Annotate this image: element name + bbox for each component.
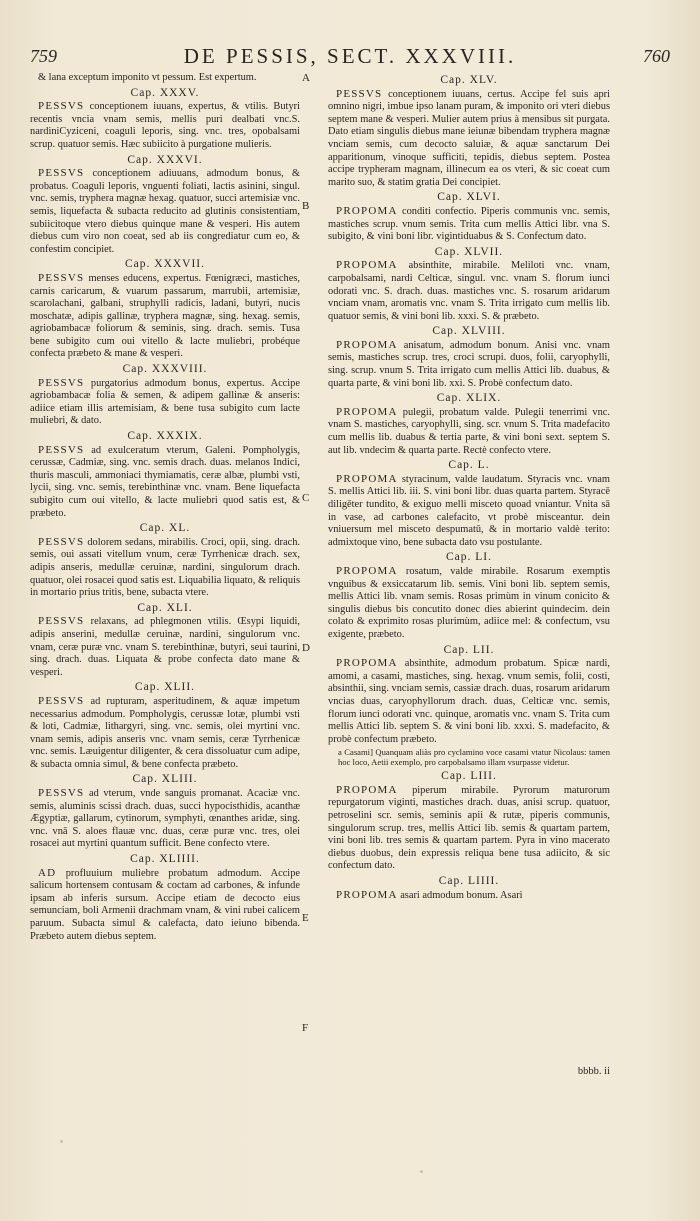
recipe-lead-word: PESSVS: [38, 100, 85, 113]
recipe-text: rosatum, valde mirabile. Rosarum exemptis vnguibus & exsiccatarum lib. semis. Vini boni lib. septem semis, mellis Attici lib. vnam semis. Rosas primùm in vinum conicito & singulis diebus bis concutito donec dies abierint quindecim. dein colato & exprimito rosas plurimùm, adiice mel: & confectum, vsu exigente, præbeto.: [328, 565, 610, 640]
chapter-heading: Cap. XLVIII.: [432, 325, 506, 338]
chapter-heading: Cap. XLVII.: [434, 245, 504, 258]
recipe-paragraph: [328, 565, 610, 642]
recipe-lead-word: PESSVS: [38, 694, 85, 707]
running-header: [30, 44, 670, 72]
recipe-lead-word: AD: [38, 866, 57, 879]
recipe-paragraph: [30, 167, 300, 256]
margin-letter: F: [302, 1022, 309, 1034]
chapter-heading: Cap. LIIII.: [438, 875, 500, 888]
recipe-text: profluuium muliebre probatum admodum. Accipe salicum hortensem contusam & coctam ad carbones, & infunde ipsam ab inferis sursum. Accipe etiam de decocto eius semunciam, boli Armenii drachmam vnam, & vini rubei calicem paruum. Subacta simul & calefacta, dato ieiuno bibenda. Præbeto autem diebus septem.: [30, 867, 300, 942]
recipe-lead-word: PROPOMA: [336, 783, 398, 796]
recipe-text: conceptionem adiuuans, admodum bonus, & probatus. Coaguli leporis, vnguenti foliati, lactis asinini, singul. vnc. semis, tryphera magnæ hexag. quatuor, succi artemisiæ vnc. semis, liquefacta & subacta reducito ad glutinis consistentiam, subiicitoque vtero diebus quinque mane & vesperi. His autem diebus cum viro non coeat, sed ab iis congrediatur cum eo, & confestim concipiet.: [30, 168, 300, 255]
margin-letter: D: [302, 642, 310, 654]
recipe-lead-word: PROPOMA: [336, 338, 398, 351]
chapter-heading: Cap. XL.: [139, 522, 191, 535]
recipe-paragraph: [328, 88, 610, 190]
recipe-paragraph: [30, 272, 300, 361]
signature-mark: bbbb. ii: [577, 1066, 610, 1077]
margin-letters: [300, 72, 320, 1072]
page-number-left: 759: [30, 46, 57, 66]
recipe-text: asari admodum bonum. Asari: [397, 889, 523, 901]
recipe-text: conceptionem iuuans, certus. Accipe fel suis apri omnino nigri, imbue ipso lanam puram, & imponito ori vteri diebus septem mane & vesperi. Mulier autem prius à mensibus sit purgata. Dato etiam singulis diebus mane ieiunæ bibendam tryphera magnæ vnciam semis, cum decocto saluiæ, & aquæ sanctarum Dei apparitionum, vinoque sufficiti, tepidis, diebus septem. Postea accipe trypheram magnam, illinecum ea os vteri, & sic coeat cum marito suo, & statim gratia Dei concipiet.: [328, 88, 610, 188]
recipe-paragraph: [30, 536, 300, 600]
recipe-paragraph: [30, 695, 300, 772]
running-title: DE PESSIS, SECT. XXXVIII.: [183, 44, 517, 68]
margin-letter: C: [302, 492, 310, 504]
margin-letter: B: [302, 200, 310, 212]
page-number-right: 760: [643, 46, 670, 66]
recipe-paragraph: [30, 377, 300, 428]
chapter-heading: Cap. XXXVII.: [124, 258, 206, 271]
recipe-paragraph: [328, 473, 610, 550]
recipe-text: absinthite, admodum probatum. Spicæ nardi, amomi, a casami, mastiches, sing. hexag. vnum semis, folii, costi, absinthii, sing. vnciam semis, cassiæ drach. duas, rosarum aridarum vncias duas, caryophyllorum drach. duas, Celticæ vnc. semis, florum iunci odorati vnc. quinque, aromatis vnc. vnam S. Trita cum mellis Attici lib. septem S. & vini boni lib. xxxi. S. madefacito, & probè confectum præbeto.: [328, 658, 610, 745]
recipe-lead-word: PESSVS: [38, 167, 85, 180]
recipe-text: & lana exceptum imponito vt pessum. Est expertum.: [38, 72, 257, 83]
recipe-lead-word: PESSVS: [38, 535, 85, 548]
chapter-heading: Cap. XXXV.: [130, 86, 200, 99]
recipe-paragraph: [328, 259, 610, 323]
recipe-text: pulegii, probatum valde. Pulegii tenerrimi vnc. vnam S. mastiches, caryophylli, sing. scr. vnum S. Trita madefacito cum mellis lib. duabus & tertia parte, & vini boni sext. septem S. aut lib. vndecim & quarta parte. Rectè confecto vtere.: [328, 406, 610, 456]
recipe-lead-word: PROPOMA: [336, 204, 398, 217]
recipe-text: dolorem sedans, mirabilis. Croci, opii, sing. drach. semis, oui assati vitellum vnum, ceræ Tyrrhenicæ drach. sex, adipis anseris, medullæ ceruinæ, nardini, singulorum drach. quatuor, olei rosacei quod satis est. Liquabilia liquato, & reliquis in mortario prius tritis, bene, subacta vtere.: [30, 536, 300, 599]
recipe-lead-word: PROPOMA: [336, 259, 398, 272]
recipe-paragraph: [328, 205, 610, 244]
recipe-text: anisatum, admodum bonum. Anisi vnc. vnam semis, mastiches scrup. tres, croci scrupi. duos, folii, caryophylli, sing. scrup. vnum S. Trita irrigato cum mellis Attici lib. duabus, & quarta parte, & vini boni lib. xxi. S. Probè confectum dato.: [328, 339, 610, 389]
recipe-lead-word: PROPOMA: [336, 564, 398, 577]
recipe-paragraph: [30, 100, 300, 151]
chapter-heading: Cap. XLII.: [134, 681, 196, 694]
recipe-paragraph: [30, 615, 300, 679]
recipe-text: piperum mirabile. Pyrorum maturorum repurgatorum viginti, mastiches drach. duas, anisi scrup. quatuor, petroselini scr. semis, seminis apii & rutæ, piperis communis, singulorum scrup. tres, mellis Attici lib. semis & quartam partem, vini boni lib. tres semis & quartam partem. Pyra in vino macerato diebus duobus, dein expressis reliqua bene tusa adiicito, & sic confectum dato.: [328, 784, 610, 872]
chapter-heading: Cap. XXXVIII.: [122, 363, 208, 376]
recipe-lead-word: PROPOMA: [336, 405, 398, 418]
recipe-lead-word: PESSVS: [38, 271, 85, 284]
recipe-lead-word: PESSVS: [38, 443, 85, 456]
paper-speck: [60, 1140, 63, 1143]
footnote: a Casami] Quanquam aliàs pro cyclamino voce casami vtatur Nicolaus: tamen hoc loco, Aetii exemplo, pro carpobalsamo illam vsurpasse videtur.: [338, 747, 610, 768]
recipe-paragraph: [328, 339, 610, 390]
recipe-text: purgatorius admodum bonus, expertus. Accipe agriobambacæ folia & semen, & adipem gallinæ & anseris: adiice etiam illis artemisiam, & bene tusa subigito cum lacte muliebri, & dato.: [30, 377, 300, 427]
chapter-heading: Cap. XLIX.: [436, 392, 502, 405]
recipe-paragraph: [30, 72, 300, 85]
recipe-text: absinthite, mirabile. Meliloti vnc. vnam, carpobalsami, nardi Celticæ, singul. vnc. vnam S. florum iunci odorati vnc. S. drach. duas. mastiches vnc. S. rosarum aridarum vnciam vnam, aromatis vnc. vnam S. Trita irrigato cum mellis lib. quatuor semis, & vini boni lib. xxxi. S. & præbeto.: [328, 260, 610, 322]
chapter-heading: Cap. XXXIX.: [127, 430, 203, 443]
recipe-lead-word: PESSVS: [336, 87, 383, 100]
chapter-heading: Cap. XXXVI.: [127, 153, 203, 166]
chapter-heading: Cap. L.: [448, 459, 490, 472]
recipe-paragraph: [328, 889, 610, 903]
recipe-lead-word: PROPOMA: [336, 472, 398, 485]
chapter-heading: Cap. LII.: [443, 643, 495, 656]
recipe-text: styracinum, valde laudatum. Styracis vnc. vnam S. mellis Attici lib. iii. S. vini boni libr. duas quarta partem. Styracē diligēter tundito, & exiguo melli misceto quoad vniantur. Vnita sā in vase, ad carbones calefacito, vt probè misceantur. dein vniuersum mel misceto despumatū, & in mortario valdè terito: admixtoque vino, bene subacta dato vsu postulante.: [328, 473, 610, 548]
chapter-heading: Cap. LIII.: [441, 770, 497, 783]
left-column: [30, 72, 300, 944]
recipe-paragraph: [328, 406, 610, 457]
chapter-heading: Cap. XLI.: [137, 601, 193, 614]
recipe-lead-word: PESSVS: [38, 376, 85, 389]
margin-letter: E: [302, 912, 309, 924]
chapter-heading: Cap. LI.: [445, 551, 492, 564]
chapter-heading: Cap. XLIIII.: [130, 853, 200, 866]
recipe-text: ad vterum, vnde sanguis promanat. Acaciæ vnc. semis, aluminis scissi drach. duas, succi hypocisthidis, acanthæ Ægyptiæ, gallarum, cytinorum, symphyti, œnanthes aridæ, sing. vnc. vnā S. aloes flauæ vnc. duas, ceræ puræ vnc. tres, olei rosacei aut myrtini quantum sufficit. Bene confecto vtere.: [30, 788, 300, 850]
chapter-heading: Cap. XLIII.: [132, 773, 198, 786]
recipe-paragraph: [30, 867, 300, 944]
recipe-lead-word: PROPOMA: [336, 657, 398, 670]
recipe-paragraph: [30, 787, 300, 851]
chapter-heading: Cap. XLV.: [440, 74, 498, 86]
recipe-text: ad exulceratum vterum, Galeni. Pompholygis, cerussæ, Cadmiæ, sing. vnc. semis drach. duas. melanos Indici, thuris masculi, ammoniaci thymiamatis, ceræ albæ, plumbi vsti, lycii, sing. vnc. semis, terebinthinæ vnc. vnam. Bene liquefacta subigito cum oui vitello, & lacte muliebri quod satis est, & præbeto.: [30, 444, 300, 519]
right-column: [328, 72, 610, 903]
recipe-text: ad rupturam, asperitudinem, & aquæ impetum necessarius admodum. Pompholygis, cerussæ lotæ, plumbi vsti & loti, Cadmiæ, lithargyri, sing. vnc. semis, olei myrtini vnc. vnam semis, adipis anseris vnc. vnam semis, ceræ Tyrrhenicæ vnc. semis. Læuigentur diligenter, & cera dissoluatur cum adipe, & subacta omnia simul, & bene confecta præbeto.: [30, 695, 300, 770]
recipe-paragraph: [328, 784, 610, 873]
recipe-paragraph: [328, 657, 610, 746]
recipe-lead-word: PESSVS: [38, 615, 85, 628]
recipe-text: conditi confectio. Piperis communis vnc. semis, mastiches scrup. vnum semis. Trita cum mellis Attici libr. vna S. subigito, & vini boni libr. vigintiduabus & S. Confectum dato.: [328, 205, 610, 243]
margin-letter: A: [302, 72, 310, 84]
recipe-lead-word: PROPOMA: [336, 888, 398, 901]
paper-speck: [420, 1170, 423, 1173]
recipe-text: conceptionem iuuans, expertus, & vtilis. Butyri recentis vncia vnam semis, mellis puri dealbati vnc.S. nardiniCyziceni, coaguli leporis, sing. vnc. tres, opobalsami scrup. quatuor semis. Hæc subiicito à purgatione mulieris.: [30, 101, 300, 150]
recipe-text: menses educens, expertus. Fœnigræci, mastiches, carnis caricarum, & vuarum passarum, marrubii, artemisiæ, scarolachani, galbani, struphylli radicis, ladani, butyri, nucis moschatæ, adipis gallinæ, tryphera magnæ, sing. hexag. semis, agriobambacæ foliorum & seminis, sing. drach. semis. Tusa bene subigito cum oui vitello & lacte muliebri, probéque confecta præbeto & mane & vesperi.: [30, 272, 300, 360]
recipe-lead-word: PESSVS: [38, 787, 85, 800]
chapter-heading: Cap. XLVI.: [437, 191, 501, 204]
recipe-paragraph: [30, 444, 300, 521]
recipe-text: relaxans, ad phlegmonen vtilis. Œsypi liquidi, adipis anserini, medullæ ceruinæ, nardini, singulorum vnc. vnam, ceræ puræ vnc. vnam S. terebinthinæ, butyri, seui taurini, sing. drach. duas. Liquata & probe confecta dato mane & vesperi.: [30, 616, 300, 678]
